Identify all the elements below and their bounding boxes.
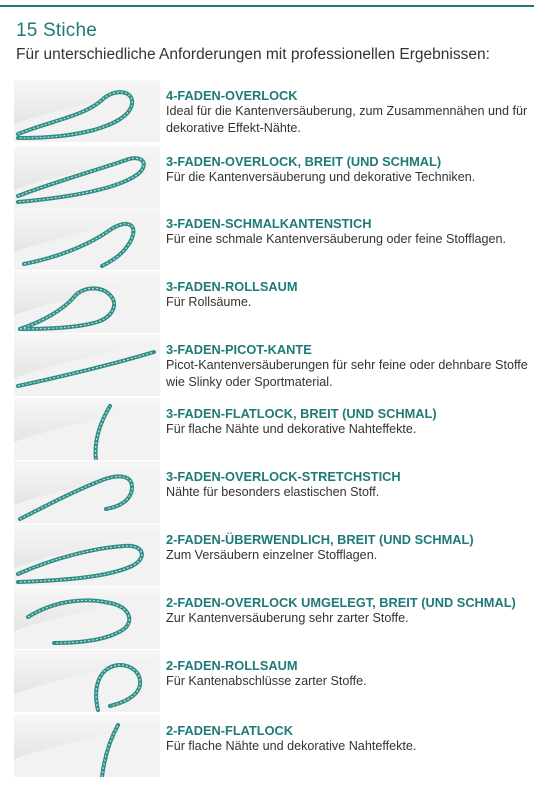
stitch-text — [166, 532, 536, 564]
page-title: 15 Stiche — [16, 20, 98, 41]
header-rule — [0, 5, 534, 7]
stitch-illustration — [14, 271, 160, 333]
stitch-text — [166, 658, 536, 690]
stitch-description: Picot-Kantenversäuberungen für sehr feine oder dehnbare Stoffe wie Slinky oder Sportmaterial. — [166, 358, 528, 389]
stitch-illustration — [14, 650, 160, 712]
stitch-name: 3-FADEN-SCHMALKANTENSTICH — [166, 216, 372, 231]
stitch-text — [166, 469, 536, 501]
stitch-sample-image — [14, 80, 160, 142]
stitch-row — [14, 461, 534, 523]
stitch-sample-image — [14, 715, 160, 777]
stitch-row — [14, 146, 534, 208]
stitch-name: 3-FADEN-ROLLSAUM — [166, 279, 298, 294]
stitch-name: 2-FADEN-FLATLOCK — [166, 723, 294, 738]
fabric-shape — [14, 469, 160, 523]
stitch-text — [166, 595, 536, 627]
stitch-description: Für die Kantenversäuberung und dekorative Techniken. — [166, 170, 476, 184]
stitch-description: Ideal für die Kantenversäuberung, zum Zusammennähen und für dekorative Effekt-Nähte. — [166, 104, 528, 135]
stitch-description: Für flache Nähte und dekorative Nahteffekte. — [166, 422, 417, 436]
fabric-shape — [14, 88, 160, 142]
stitch-name: 3-FADEN-PICOT-KANTE — [166, 342, 312, 357]
stitch-sample-image — [14, 208, 160, 270]
stitch-sample-image — [14, 334, 160, 396]
stitch-description: Für Kantenabschlüsse zarter Stoffe. — [166, 674, 367, 688]
stitch-description: Für eine schmale Kantenversäuberung oder feine Stofflagen. — [166, 232, 507, 246]
stitch-sample-image — [14, 587, 160, 649]
stitch-description: Nähte für besonders elastischen Stoff. — [166, 485, 380, 499]
stitch-row — [14, 524, 534, 586]
stitch-description: Zur Kantenversäuberung sehr zarter Stoffe. — [166, 611, 409, 625]
page-subtitle: Für unterschiedliche Anforderungen mit professionellen Ergebnissen: — [16, 46, 490, 63]
stitch-name: 2-FADEN-ÜBERWENDLICH, BREIT (UND SCHMAL) — [166, 532, 474, 547]
stitch-name: 4-FADEN-OVERLOCK — [166, 88, 298, 103]
stitch-row — [14, 587, 534, 649]
stitch-sample-image — [14, 271, 160, 333]
stitch-text — [166, 279, 536, 311]
stitch-row — [14, 334, 534, 396]
stitch-text — [166, 723, 536, 755]
stitch-sample-image — [14, 524, 160, 586]
stitch-text — [166, 154, 536, 186]
stitch-illustration — [14, 146, 160, 208]
stitch-text — [166, 406, 536, 438]
stitch-row — [14, 271, 534, 333]
stitch-description: Zum Versäubern einzelner Stofflagen. — [166, 548, 378, 562]
stitch-illustration — [14, 208, 160, 270]
stitch-illustration — [14, 587, 160, 649]
stitch-sample-image — [14, 461, 160, 523]
stitch-row — [14, 80, 534, 142]
stitch-row — [14, 650, 534, 712]
stitch-name: 2-FADEN-OVERLOCK UMGELEGT, BREIT (UND SCHMAL) — [166, 595, 516, 610]
stitch-row — [14, 208, 534, 270]
stitch-description: Für flache Nähte und dekorative Nahteffekte. — [166, 739, 417, 753]
stitch-row — [14, 398, 534, 460]
stitch-row — [14, 715, 534, 777]
stitch-sample-image — [14, 398, 160, 460]
stitch-name: 3-FADEN-OVERLOCK, BREIT (UND SCHMAL) — [166, 154, 442, 169]
stitch-name: 3-FADEN-OVERLOCK-STRETCHSTICH — [166, 469, 401, 484]
stitch-text — [166, 342, 536, 391]
stitch-illustration — [14, 524, 160, 586]
stitch-illustration — [14, 398, 160, 460]
stitch-text — [166, 216, 536, 248]
stitch-illustration — [14, 715, 160, 777]
stitch-sample-image — [14, 146, 160, 208]
stitch-sample-image — [14, 650, 160, 712]
fabric-shape — [14, 406, 160, 460]
stitch-illustration — [14, 461, 160, 523]
stitch-name: 2-FADEN-ROLLSAUM — [166, 658, 298, 673]
stitch-name: 3-FADEN-FLATLOCK, BREIT (UND SCHMAL) — [166, 406, 437, 421]
stitch-illustration — [14, 80, 160, 142]
stitch-illustration — [14, 334, 160, 396]
stitch-description: Für Rollsäume. — [166, 295, 252, 309]
stitch-text — [166, 88, 536, 137]
fabric-shape — [14, 723, 160, 777]
